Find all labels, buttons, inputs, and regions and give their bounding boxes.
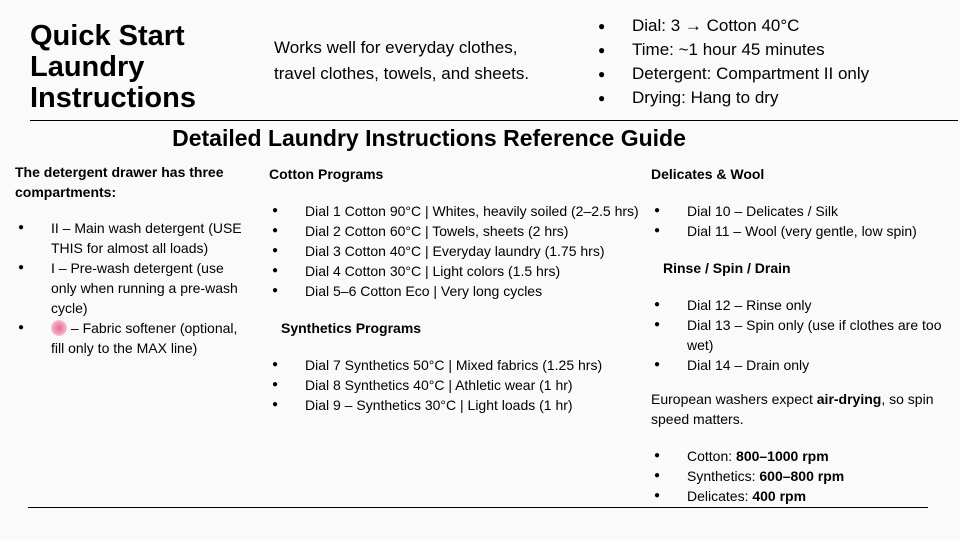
quick-item-drying: ● Drying: Hang to dry [596,86,869,110]
title-line: Quick Start [30,20,185,52]
cotton-item: ● Dial 2 Cotton 60°C | Towels, sheets (2 hrs) [269,221,639,241]
flower-icon [51,320,67,336]
cotton-item: ● Dial 3 Cotton 40°C | Everyday laundry (1.75 hrs) [269,241,639,261]
synthetics-item: ● Dial 7 Synthetics 50°C | Mixed fabrics (1.25 hrs) [269,355,639,375]
divider-top [30,120,958,121]
quick-start-title [30,21,270,114]
synthetics-heading: Synthetics Programs [281,320,422,336]
synthetics-item: ● Dial 9 – Synthetics 30°C | Light loads (1 hr) [269,395,639,415]
delicates-item: ● Dial 11 – Wool (very gentle, low spin) [651,221,951,241]
spin-speed-item [651,486,951,506]
spin-note-text: European washers expect [651,391,817,407]
rinse-heading: Rinse / Spin / Drain [663,260,791,276]
rinse-item: ● Dial 14 – Drain only [651,355,951,375]
cotton-item: ● Dial 5–6 Cotton Eco | Very long cycles [269,281,639,301]
spin-speed-item [651,446,951,466]
drawer-item-softener [15,318,245,358]
cotton-synthetics-section [269,164,639,415]
spin-note-bold: air-drying [816,391,882,407]
softener-text: – Fabric softener (optional, fill only to the MAX line) [51,320,238,356]
spin-note [651,389,951,429]
title-line: Instructions [30,82,196,114]
drawer-item-pre-wash: ● I – Pre-wash detergent (use only when running a pre-wash cycle) [15,258,245,318]
spin-speed-value: 400 rpm [752,488,807,504]
quick-item-detergent: ● Detergent: Compartment II only [596,62,869,86]
rinse-item: ● Dial 12 – Rinse only [651,295,951,315]
divider-bottom [28,507,928,508]
title-line: Laundry [30,51,145,83]
guide-title: Detailed Laundry Instructions Reference Guide [172,125,686,151]
quick-item-time: ● Time: ~1 hour 45 minutes [596,38,869,62]
rinse-item: ● Dial 13 – Spin only (use if clothes are too wet) [651,315,951,355]
drawer-item-main-wash: ● II – Main wash detergent (USE THIS for almost all loads) [15,218,245,258]
spin-note-text: , so spin speed matters. [651,391,934,427]
drawer-heading: The detergent drawer has three compartments: [15,164,224,200]
intro-text [274,35,574,87]
delicates-heading: Delicates & Wool [651,166,765,182]
cotton-item: ● Dial 1 Cotton 90°C | Whites, heavily soiled (2–2.5 hrs) [269,201,639,221]
delicates-list [651,201,951,241]
quick-start-list [596,14,869,110]
spin-speed-value: 800–1000 rpm [736,448,829,464]
spin-speed-item [651,466,951,486]
cotton-list [269,201,639,301]
spin-speed-value: 600–800 rpm [759,468,845,484]
rinse-list [651,295,951,375]
spin-speed-label: Synthetics: [687,468,760,484]
synthetics-item: ● Dial 8 Synthetics 40°C | Athletic wear (1 hr) [269,375,639,395]
delicates-rinse-section [651,164,951,506]
cotton-heading: Cotton Programs [269,166,384,182]
spin-speed-list [651,446,951,506]
synthetics-list [269,355,639,415]
quick-item-dial: ● Dial: 3 → Cotton 40°C [596,14,869,38]
delicates-item: ● Dial 10 – Delicates / Silk [651,201,951,221]
intro-line: Works well for everyday clothes, [274,38,518,57]
spin-speed-label: Cotton: [687,448,737,464]
drawer-section [15,162,245,358]
cotton-item: ● Dial 4 Cotton 30°C | Light colors (1.5 hrs) [269,261,639,281]
drawer-list [15,218,245,358]
intro-line: travel clothes, towels, and sheets. [274,64,530,83]
spin-speed-label: Delicates: [687,488,753,504]
